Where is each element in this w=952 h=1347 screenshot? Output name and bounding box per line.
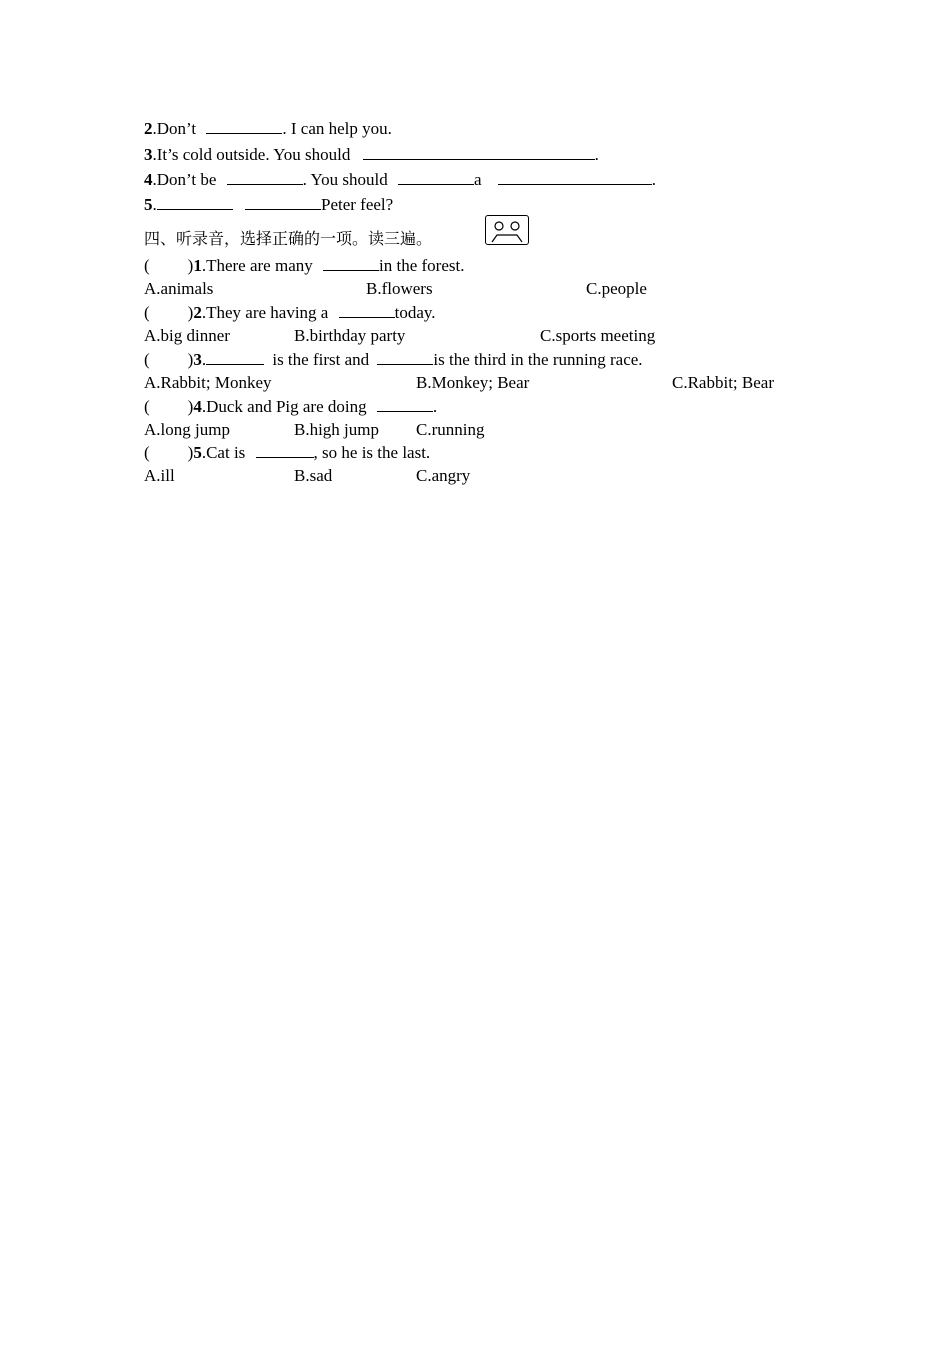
answer-paren-open[interactable]: ( bbox=[144, 397, 150, 416]
question-text: Peter feel? bbox=[321, 195, 394, 214]
question-number: 4 bbox=[144, 170, 153, 189]
question-text: .Cat is bbox=[201, 443, 246, 462]
question-number: 2 bbox=[144, 119, 153, 138]
cassette-tape-icon-graphic bbox=[486, 216, 528, 244]
listening-question-5 bbox=[144, 442, 430, 463]
question-text: a bbox=[473, 170, 482, 189]
option-b[interactable]: B.Monkey; Bear bbox=[416, 373, 530, 392]
option-a[interactable]: A.ill bbox=[144, 466, 175, 485]
question-text: .It’s cold outside. You should bbox=[152, 145, 351, 164]
answer-paren-close: ) bbox=[187, 303, 194, 322]
question-text: .They are having a bbox=[201, 303, 329, 322]
listening-question-2 bbox=[144, 302, 436, 323]
question-text: . I can help you. bbox=[282, 119, 392, 138]
question-text: is the third in the running race. bbox=[433, 350, 643, 369]
question-text: in the forest. bbox=[379, 256, 465, 275]
answer-blank[interactable] bbox=[256, 442, 314, 458]
question-text: . bbox=[432, 397, 438, 416]
answer-blank[interactable] bbox=[206, 349, 264, 365]
option-a[interactable]: A.animals bbox=[144, 279, 214, 298]
cassette-tape-icon bbox=[485, 215, 529, 245]
option-c[interactable]: C.people bbox=[586, 279, 647, 298]
answer-blank[interactable] bbox=[377, 396, 433, 412]
answer-blank[interactable] bbox=[398, 169, 474, 185]
option-b[interactable]: B.flowers bbox=[366, 279, 433, 298]
answer-blank[interactable] bbox=[157, 194, 233, 210]
answer-blank[interactable] bbox=[206, 118, 282, 134]
question-3-line bbox=[144, 144, 599, 165]
answer-blank[interactable] bbox=[245, 194, 321, 210]
question-2-line bbox=[144, 118, 392, 139]
answer-paren-close: ) bbox=[187, 256, 194, 275]
option-c[interactable]: C.angry bbox=[416, 466, 471, 485]
option-b[interactable]: B.birthday party bbox=[294, 326, 406, 345]
answer-paren-open[interactable]: ( bbox=[144, 303, 150, 322]
answer-blank[interactable] bbox=[227, 169, 303, 185]
question-text: .Don’t bbox=[152, 119, 197, 138]
option-c[interactable]: C.sports meeting bbox=[540, 326, 656, 345]
question-text: . bbox=[152, 195, 157, 214]
answer-blank[interactable] bbox=[377, 349, 433, 365]
answer-blank[interactable] bbox=[323, 255, 379, 271]
answer-blank[interactable] bbox=[363, 144, 595, 160]
question-text: . bbox=[651, 170, 656, 189]
listening-question-1 bbox=[144, 255, 464, 276]
question-number: 5 bbox=[144, 195, 153, 214]
option-a[interactable]: A.Rabbit; Monkey bbox=[144, 373, 272, 392]
listening-question-4 bbox=[144, 396, 437, 417]
question-number: 3 bbox=[144, 145, 153, 164]
answer-paren-close: ) bbox=[187, 397, 194, 416]
question-5-line bbox=[144, 194, 393, 215]
answer-blank[interactable] bbox=[339, 302, 395, 318]
option-c[interactable]: C.running bbox=[416, 420, 485, 439]
question-text: today. bbox=[394, 303, 436, 322]
question-number: 4 bbox=[193, 397, 202, 416]
option-a[interactable]: A.long jump bbox=[144, 420, 230, 439]
option-b[interactable]: B.high jump bbox=[294, 420, 380, 439]
question-number: 1 bbox=[193, 256, 202, 275]
question-text: . You should bbox=[302, 170, 388, 189]
listening-question-3 bbox=[144, 349, 643, 370]
question-text: . bbox=[594, 145, 599, 164]
section-title: 四、听录音，选择正确的一项。读三遍。 bbox=[144, 229, 433, 248]
question-text: .There are many bbox=[201, 256, 313, 275]
section-heading bbox=[144, 229, 432, 249]
question-text: . bbox=[201, 350, 207, 369]
answer-paren-close: ) bbox=[187, 350, 194, 369]
question-text: .Don’t be bbox=[152, 170, 217, 189]
option-c[interactable]: C.Rabbit; Bear bbox=[672, 373, 774, 392]
question-number: 3 bbox=[193, 350, 202, 369]
question-text: is the first and bbox=[272, 350, 370, 369]
answer-paren-close: ) bbox=[187, 443, 194, 462]
answer-paren-open[interactable]: ( bbox=[144, 443, 150, 462]
answer-paren-open[interactable]: ( bbox=[144, 350, 150, 369]
option-b[interactable]: B.sad bbox=[294, 466, 333, 485]
question-text: , so he is the last. bbox=[313, 443, 431, 462]
answer-paren-open[interactable]: ( bbox=[144, 256, 150, 275]
question-4-line bbox=[144, 169, 656, 190]
option-a[interactable]: A.big dinner bbox=[144, 326, 230, 345]
answer-blank[interactable] bbox=[498, 169, 652, 185]
question-number: 2 bbox=[193, 303, 202, 322]
question-text: .Duck and Pig are doing bbox=[201, 397, 367, 416]
question-number: 5 bbox=[193, 443, 202, 462]
